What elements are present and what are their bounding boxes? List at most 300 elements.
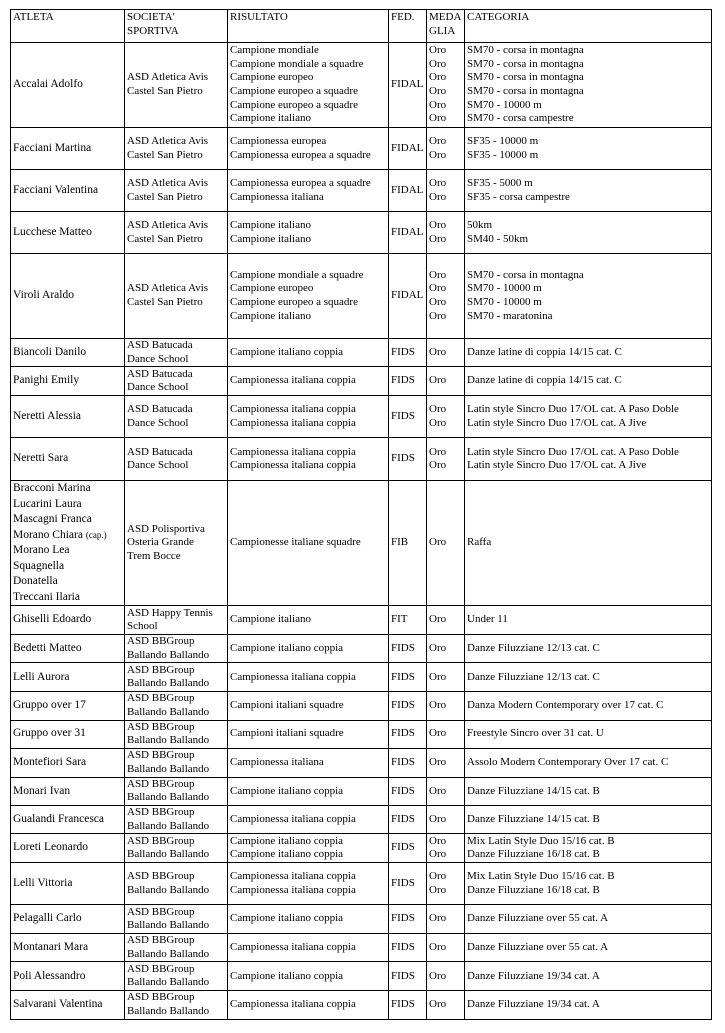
cell-medaglia: [427, 254, 465, 339]
category-line: SM70 - 10000 m: [467, 296, 542, 308]
club-line: Dance School: [127, 459, 189, 472]
cell-risultato: [228, 606, 389, 635]
cell-atleta: [11, 692, 125, 720]
cell-societa: [125, 663, 228, 692]
cell-atleta: [11, 43, 125, 128]
category-line: Danze latine di coppia 14/15 cat. C: [467, 374, 622, 387]
result-line: Campionessa europea a squadre: [230, 176, 371, 189]
cell-atleta: [11, 663, 125, 692]
cell-fed: [389, 635, 427, 663]
cell-medaglia: [427, 367, 465, 396]
federation: FIDS: [391, 755, 415, 768]
club-line: ASD Happy Tennis: [127, 606, 213, 619]
table-row: [11, 962, 712, 991]
medal-line: Oro: [429, 57, 447, 70]
table-row: [11, 606, 712, 635]
medal-line: Oro: [429, 870, 447, 883]
cell-risultato: [228, 663, 389, 692]
medal-line: Oro: [429, 536, 447, 549]
cell-medaglia: [427, 863, 465, 905]
result-line: Campionessa italiana coppia: [230, 670, 356, 683]
category-line: Danze Filuzziane over 55 cat. A: [467, 940, 609, 953]
cell-societa: [125, 692, 228, 720]
cell-atleta: [11, 777, 125, 805]
cell-medaglia: [427, 805, 465, 833]
category-line: Danze Filuzziane over 55 cat. A: [467, 912, 609, 925]
federation: FIDS: [391, 670, 415, 683]
cell-risultato: [228, 396, 389, 438]
cell-categoria: [465, 805, 712, 833]
result-line: Campionessa europea a squadre: [230, 148, 371, 161]
club-line: Castel San Pietro: [127, 232, 203, 245]
medal-line: Oro: [429, 699, 447, 712]
federation: FIDS: [391, 784, 415, 797]
athlete-name: Poli Alessandro: [13, 969, 86, 982]
athlete-name: Accalai Adolfo: [13, 78, 83, 91]
cell-fed: [389, 481, 427, 606]
cell-categoria: [465, 663, 712, 692]
cell-societa: [125, 934, 228, 962]
document-page: [10, 9, 712, 1020]
table-row: [11, 777, 712, 805]
cell-risultato: [228, 934, 389, 962]
table-row: [11, 748, 712, 777]
federation: FIDS: [391, 912, 415, 925]
cell-categoria: [465, 905, 712, 934]
category-line: SM70 - corsa in montagna: [467, 71, 584, 84]
cell-risultato: [228, 254, 389, 339]
medal-line: Oro: [429, 613, 447, 626]
club-line: Dance School: [127, 381, 189, 394]
cell-medaglia: [427, 934, 465, 962]
cell-risultato: [228, 212, 389, 254]
category-line: Mix Latin Style Duo 15/16 cat. B: [467, 834, 615, 847]
cell-atleta: [11, 905, 125, 934]
medal-line: Oro: [429, 232, 447, 245]
category-line: Danze Filuzziane 19/34 cat. A: [467, 998, 600, 1011]
result-line: Campionessa italiana coppia: [230, 812, 356, 825]
cell-categoria: [465, 396, 712, 438]
club-line: School: [127, 620, 158, 633]
club-line: ASD Atletica Avis: [127, 71, 209, 84]
athlete-name: Lucchese Matteo: [13, 225, 92, 238]
medal-line: Oro: [429, 296, 447, 308]
cell-medaglia: [427, 663, 465, 692]
medal-line: Oro: [429, 148, 447, 161]
club-line: ASD Polisportiva: [127, 522, 205, 535]
table-row: [11, 43, 712, 128]
team-member: [13, 590, 122, 606]
club-line: ASD Batucada: [127, 445, 193, 458]
cell-medaglia: [427, 635, 465, 663]
athlete-name: Ghiselli Edoardo: [13, 613, 92, 626]
club-line: Ballando Ballando: [127, 734, 210, 747]
medal-line: Oro: [429, 134, 447, 147]
athlete-name: Facciani Valentina: [13, 183, 99, 196]
team-member: [13, 497, 122, 513]
result-line: Campione mondiale a squadre: [230, 57, 364, 70]
club-line: Ballando Ballando: [127, 677, 210, 690]
cell-fed: [389, 128, 427, 170]
club-line: Ballando Ballando: [127, 947, 210, 960]
cell-societa: [125, 128, 228, 170]
cell-fed: [389, 170, 427, 212]
cell-fed: [389, 663, 427, 692]
result-line: Campionessa europea: [230, 134, 327, 147]
cell-societa: [125, 396, 228, 438]
club-line: ASD Batucada: [127, 367, 193, 380]
federation: FIB: [391, 536, 409, 549]
medal-line: Oro: [429, 940, 447, 953]
cell-atleta: [11, 635, 125, 663]
club-line: ASD Atletica Avis: [127, 282, 209, 295]
result-line: Campione italiano coppia: [230, 969, 344, 982]
cell-medaglia: [427, 43, 465, 128]
athlete-name: Lelli Aurora: [13, 670, 70, 683]
cell-risultato: [228, 481, 389, 606]
result-line: Campione mondiale: [230, 44, 319, 57]
table-row: [11, 254, 712, 339]
header-societa: SOCIETA' SPORTIVA: [125, 10, 228, 43]
cell-risultato: [228, 777, 389, 805]
result-line: Campionessa italiana: [230, 755, 324, 768]
cell-medaglia: [427, 396, 465, 438]
medal-line: Oro: [429, 670, 447, 683]
club-line: Ballando Ballando: [127, 976, 210, 989]
category-line: 50km: [467, 218, 493, 231]
cell-fed: [389, 692, 427, 720]
cell-medaglia: [427, 212, 465, 254]
result-line: Campioni italiani squadre: [230, 699, 344, 712]
result-line: Campione europeo a squadre: [230, 85, 358, 97]
medal-line: Oro: [429, 98, 447, 111]
cell-atleta: [11, 212, 125, 254]
table-row: [11, 834, 712, 863]
category-line: Danze Filuzziane 14/15 cat. B: [467, 812, 600, 825]
category-line: Danze Filuzziane 12/13 cat. C: [467, 641, 600, 654]
table-row: [11, 863, 712, 905]
table-row: [11, 481, 712, 606]
cell-atleta: [11, 834, 125, 863]
cell-risultato: [228, 43, 389, 128]
table-row: [11, 438, 712, 481]
federation: FIDAL: [391, 141, 424, 154]
result-line: Campionessa italiana coppia: [230, 403, 356, 416]
result-line: Campione italiano coppia: [230, 834, 344, 847]
medal-line: Oro: [429, 641, 447, 654]
cell-atleta: [11, 254, 125, 339]
member-name: Bracconi Marina: [13, 482, 91, 495]
athlete-name: Neretti Sara: [13, 452, 69, 465]
federation: FIDAL: [391, 183, 424, 196]
cell-societa: [125, 43, 228, 128]
club-line: ASD Atletica Avis: [127, 218, 209, 231]
category-line: Raffa: [467, 536, 492, 549]
club-line: Castel San Pietro: [127, 148, 203, 161]
athlete-name: Lelli Vittoria: [13, 876, 73, 889]
athlete-name: Gruppo over 31: [13, 727, 86, 740]
header-atleta: ATLETA: [11, 10, 125, 43]
club-line: ASD BBGroup: [127, 749, 195, 762]
member-name: Squagnella: [13, 559, 65, 572]
category-line: SF35 - 10000 m: [467, 148, 539, 161]
result-line: Campione italiano: [230, 309, 311, 322]
club-line: ASD BBGroup: [127, 834, 195, 847]
medal-line: Oro: [429, 282, 447, 295]
athlete-name: Monari Ivan: [13, 784, 71, 797]
federation: FIDS: [391, 812, 415, 825]
athlete-name: Viroli Araldo: [13, 289, 74, 302]
table-row: [11, 805, 712, 833]
table-row: [11, 170, 712, 212]
category-line: SF35 - corsa campestre: [467, 190, 570, 203]
club-line: ASD BBGroup: [127, 934, 195, 947]
cell-categoria: [465, 170, 712, 212]
medal-line: Oro: [429, 445, 447, 458]
cell-risultato: [228, 692, 389, 720]
category-line: Latin style Sincro Duo 17/OL cat. A Jive: [467, 459, 647, 472]
table-row: [11, 128, 712, 170]
club-line: Dance School: [127, 352, 189, 365]
club-line: ASD Atletica Avis: [127, 176, 209, 189]
cell-atleta: [11, 748, 125, 777]
result-line: Campione mondiale a squadre: [230, 268, 364, 281]
category-line: Danze latine di coppia 14/15 cat. C: [467, 345, 622, 358]
category-line: SM70 - corsa campestre: [467, 112, 574, 125]
cell-fed: [389, 934, 427, 962]
category-line: Danze Filuzziane 14/15 cat. B: [467, 784, 600, 797]
club-line: Ballando Ballando: [127, 648, 210, 661]
federation: FIT: [391, 613, 408, 626]
team-member: [13, 574, 122, 590]
cell-fed: [389, 438, 427, 481]
cell-fed: [389, 748, 427, 777]
athlete-name: Biancoli Danilo: [13, 345, 87, 358]
header-categoria: CATEGORIA: [465, 10, 712, 43]
cell-categoria: [465, 367, 712, 396]
athlete-name: Facciani Martina: [13, 141, 92, 154]
category-line: Assolo Modern Contemporary Over 17 cat. C: [467, 755, 669, 768]
athlete-name: Pelagalli Carlo: [13, 912, 82, 925]
category-line: Under 11: [467, 613, 508, 626]
cell-risultato: [228, 339, 389, 367]
result-line: Campione europeo a squadre: [230, 296, 358, 308]
cell-atleta: [11, 934, 125, 962]
category-line: Danze Filuzziane 19/34 cat. A: [467, 969, 600, 982]
medal-line: Oro: [429, 834, 447, 847]
cell-categoria: [465, 692, 712, 720]
cell-atleta: [11, 481, 125, 606]
cell-societa: [125, 748, 228, 777]
cell-societa: [125, 834, 228, 863]
cell-fed: [389, 720, 427, 748]
cell-categoria: [465, 720, 712, 748]
cell-atleta: [11, 438, 125, 481]
cell-medaglia: [427, 339, 465, 367]
cell-medaglia: [427, 834, 465, 863]
category-line: Latin style Sincro Duo 17/OL cat. A Paso Doble: [467, 403, 679, 416]
medal-line: Oro: [429, 784, 447, 797]
federation: FIDS: [391, 841, 415, 854]
cell-categoria: [465, 777, 712, 805]
cell-societa: [125, 339, 228, 367]
cell-risultato: [228, 720, 389, 748]
table-row: [11, 367, 712, 396]
cell-fed: [389, 991, 427, 1019]
cell-fed: [389, 212, 427, 254]
cell-medaglia: [427, 720, 465, 748]
cell-atleta: [11, 396, 125, 438]
cell-societa: [125, 863, 228, 905]
club-line: ASD BBGroup: [127, 663, 195, 676]
cell-fed: [389, 606, 427, 635]
cell-societa: [125, 367, 228, 396]
result-line: Campione italiano coppia: [230, 345, 344, 358]
category-line: Danze Filuzziane 16/18 cat. B: [467, 883, 600, 896]
cell-medaglia: [427, 481, 465, 606]
result-line: Campione europeo a squadre: [230, 98, 358, 111]
category-line: SM40 - 50km: [467, 232, 529, 245]
member-name: Mascagni Franca: [13, 513, 92, 526]
cell-categoria: [465, 863, 712, 905]
cell-categoria: [465, 339, 712, 367]
medal-line: Oro: [429, 374, 447, 387]
club-line: ASD Batucada: [127, 403, 193, 416]
result-line: Campionessa italiana coppia: [230, 998, 356, 1011]
federation: FIDAL: [391, 289, 424, 302]
category-line: Danze Filuzziane 12/13 cat. C: [467, 670, 600, 683]
cell-risultato: [228, 438, 389, 481]
cell-societa: [125, 962, 228, 991]
medal-line: Oro: [429, 176, 447, 189]
cell-societa: [125, 720, 228, 748]
result-line: Campionessa italiana coppia: [230, 940, 356, 953]
cell-atleta: [11, 720, 125, 748]
club-line: ASD BBGroup: [127, 720, 195, 733]
category-line: Latin style Sincro Duo 17/OL cat. A Paso Doble: [467, 445, 679, 458]
team-member: [13, 512, 122, 528]
medal-line: Oro: [429, 848, 447, 861]
cell-risultato: [228, 170, 389, 212]
cell-fed: [389, 863, 427, 905]
result-line: Campionessa italiana coppia: [230, 459, 356, 472]
cell-societa: [125, 777, 228, 805]
member-name: Lucarini Laura: [13, 497, 82, 510]
club-line: Osteria Grande: [127, 536, 194, 549]
club-line: Dance School: [127, 416, 189, 429]
result-line: Campione italiano: [230, 112, 311, 125]
cell-risultato: [228, 905, 389, 934]
medal-line: Oro: [429, 218, 447, 231]
result-line: Campionessa italiana coppia: [230, 445, 356, 458]
club-line: ASD Atletica Avis: [127, 134, 209, 147]
team-member: [13, 528, 122, 544]
cell-societa: [125, 438, 228, 481]
cell-categoria: [465, 481, 712, 606]
cell-atleta: [11, 170, 125, 212]
cell-medaglia: [427, 692, 465, 720]
header-fed: FED.: [389, 10, 427, 43]
table-row: [11, 905, 712, 934]
cell-risultato: [228, 991, 389, 1019]
member-name: Morano Lea: [13, 544, 70, 557]
cell-fed: [389, 339, 427, 367]
athlete-name: Montefiori Sara: [13, 755, 87, 768]
cell-atleta: [11, 962, 125, 991]
medal-line: Oro: [429, 309, 447, 322]
medal-line: Oro: [429, 416, 447, 429]
member-name: Treccani Ilaria: [13, 590, 80, 603]
federation: FIDS: [391, 940, 415, 953]
cell-medaglia: [427, 170, 465, 212]
medal-line: Oro: [429, 883, 447, 896]
cell-risultato: [228, 834, 389, 863]
federation: FIDS: [391, 969, 415, 982]
header-risultato: RISULTATO: [228, 10, 389, 43]
cell-societa: [125, 905, 228, 934]
club-line: Ballando Ballando: [127, 705, 210, 718]
captain-note: (cap.): [85, 529, 107, 540]
cell-risultato: [228, 748, 389, 777]
medal-line: Oro: [429, 345, 447, 358]
team-member: [13, 559, 122, 575]
category-line: Danza Modern Contemporary over 17 cat. C: [467, 699, 664, 712]
cell-societa: [125, 212, 228, 254]
club-line: ASD BBGroup: [127, 870, 195, 883]
result-line: Campione europeo: [230, 71, 314, 84]
table-row: [11, 339, 712, 367]
cell-categoria: [465, 606, 712, 635]
cell-fed: [389, 905, 427, 934]
table-row: [11, 991, 712, 1019]
cell-societa: [125, 254, 228, 339]
cell-fed: [389, 367, 427, 396]
medal-line: Oro: [429, 190, 447, 203]
table-row: [11, 720, 712, 748]
cell-societa: [125, 170, 228, 212]
federation: FIDS: [391, 409, 415, 422]
result-line: Campionessa italiana coppia: [230, 883, 356, 896]
cell-fed: [389, 396, 427, 438]
cell-fed: [389, 962, 427, 991]
federation: FIDS: [391, 998, 415, 1011]
cell-medaglia: [427, 991, 465, 1019]
cell-categoria: [465, 748, 712, 777]
federation: FIDS: [391, 699, 415, 712]
federation: FIDS: [391, 876, 415, 889]
result-line: Campioni italiani squadre: [230, 727, 344, 740]
cell-medaglia: [427, 128, 465, 170]
cell-categoria: [465, 934, 712, 962]
result-line: Campionesse italiane squadre: [230, 536, 361, 549]
result-line: Campionessa italiana: [230, 190, 324, 203]
result-line: Campione italiano coppia: [230, 784, 344, 797]
federation: FIDS: [391, 452, 415, 465]
category-line: Danze Filuzziane 16/18 cat. B: [467, 848, 600, 861]
club-line: ASD BBGroup: [127, 635, 195, 648]
result-line: Campionessa italiana coppia: [230, 416, 356, 429]
team-member: [13, 481, 122, 497]
club-line: ASD BBGroup: [127, 962, 195, 975]
club-line: ASD BBGroup: [127, 692, 195, 705]
club-line: Trem Bocce: [127, 549, 181, 562]
club-line: Ballando Ballando: [127, 819, 210, 832]
federation: FIDS: [391, 374, 415, 387]
cell-risultato: [228, 805, 389, 833]
medal-line: Oro: [429, 112, 447, 125]
cell-risultato: [228, 367, 389, 396]
category-line: SM70 - corsa in montagna: [467, 85, 584, 97]
